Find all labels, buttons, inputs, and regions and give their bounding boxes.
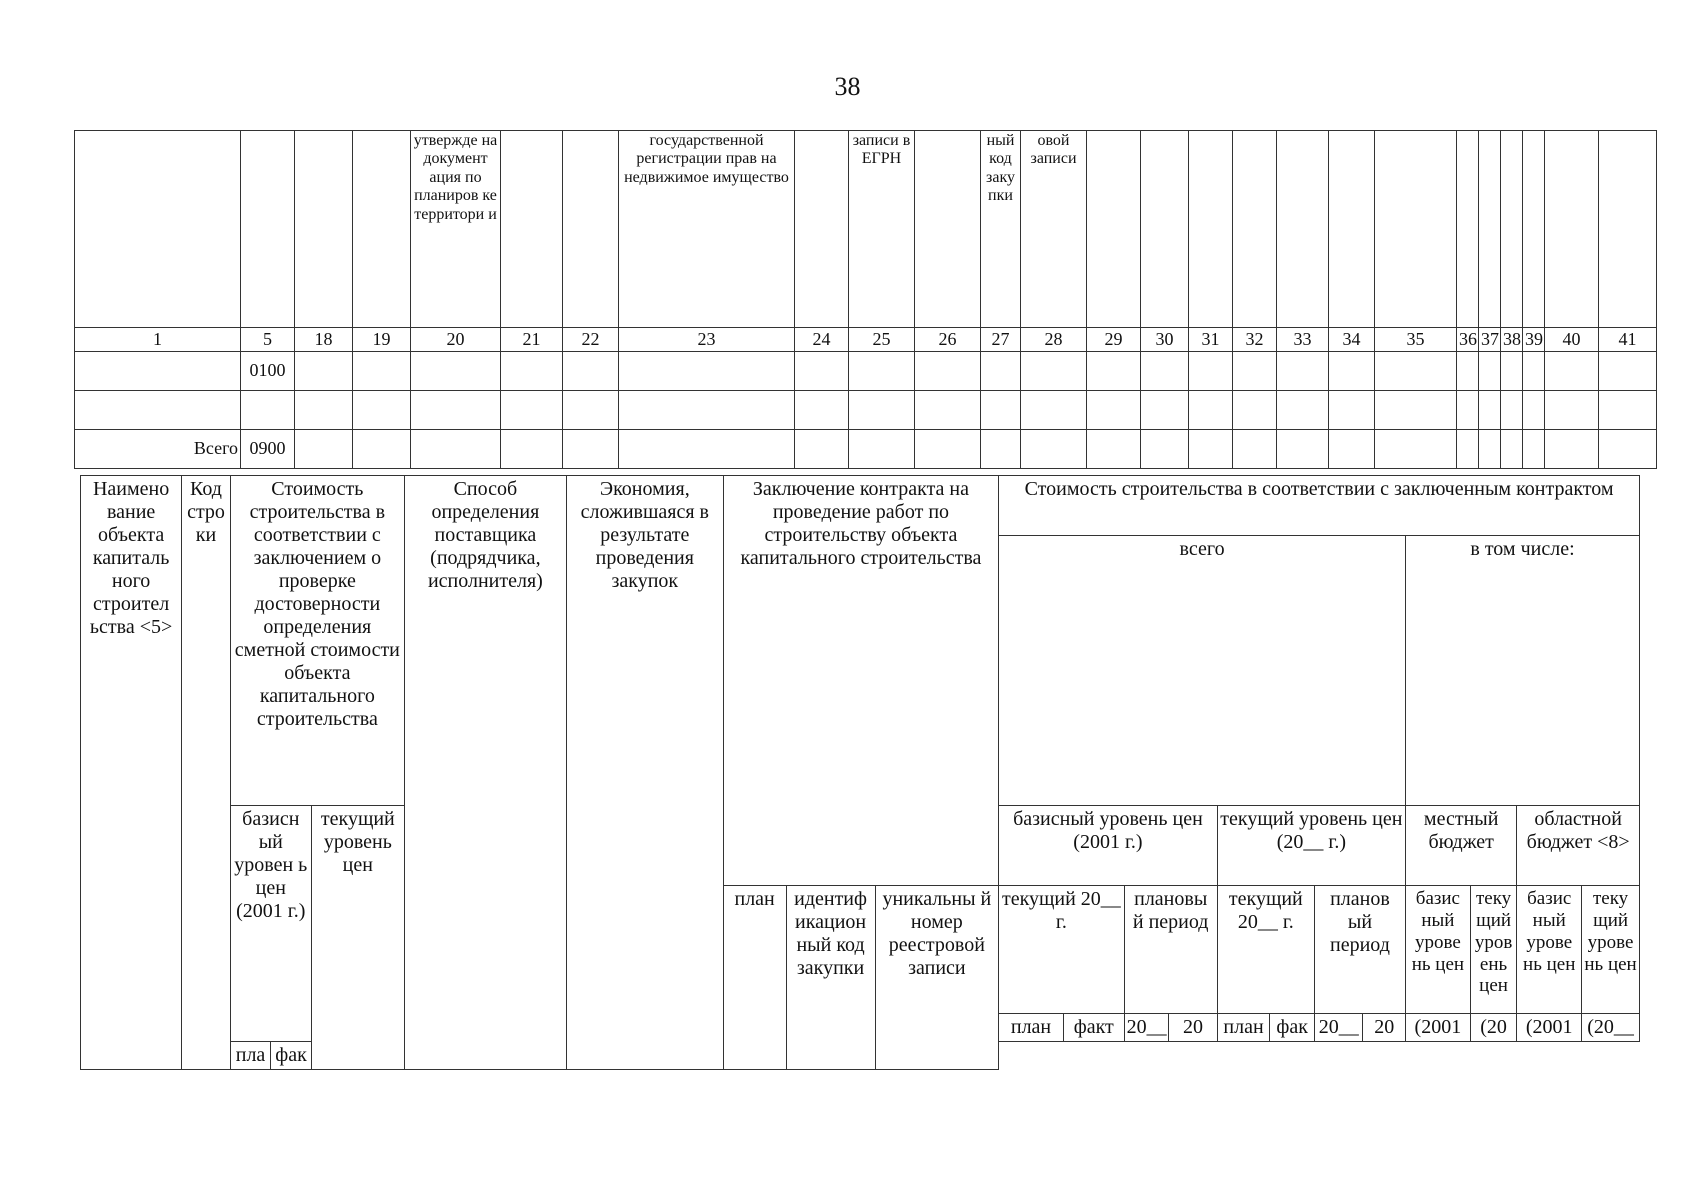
col-contract: Заключение контракта на проведение работ по строительству объекта капитального строительства — [723, 476, 998, 886]
cell — [1277, 351, 1329, 390]
cell — [1087, 351, 1141, 390]
cell — [1599, 351, 1657, 390]
column-number: 21 — [501, 328, 563, 352]
column-number: 38 — [1501, 328, 1523, 352]
cell — [75, 390, 241, 429]
top-header-cell — [563, 131, 619, 328]
sub-fact-2: фак — [1270, 1014, 1315, 1042]
cell — [1189, 390, 1233, 429]
column-number: 20 — [411, 328, 501, 352]
page-number: 38 — [834, 72, 861, 101]
col-contract-cost: Стоимость строительства в соответствии с заключенным контрактом — [999, 476, 1640, 536]
col-economy: Экономия, сложившаяся в результате проведения закупок — [566, 476, 723, 1070]
cell — [1501, 351, 1523, 390]
sub-cost-fact: фак — [271, 1042, 311, 1070]
row-code: 0100 — [241, 351, 295, 390]
cell — [795, 390, 849, 429]
cell — [1233, 351, 1277, 390]
sub-plan: план — [999, 1014, 1064, 1042]
cell — [1087, 429, 1141, 468]
cell — [1501, 429, 1523, 468]
col-object-name: Наимено вание объекта капиталь ного строител ьства <5> — [81, 476, 182, 1070]
cell — [1329, 390, 1375, 429]
cell — [849, 390, 915, 429]
sub-regional-current: (20__ — [1582, 1014, 1640, 1042]
sub-cost-plan: пла — [230, 1042, 270, 1070]
total-row — [75, 429, 1657, 468]
col-local-budget: местный бюджет — [1406, 806, 1517, 886]
cell — [619, 351, 795, 390]
col-regional-current: теку щий урове нь цен — [1582, 886, 1640, 1014]
sub-year-a: 20__ — [1124, 1014, 1169, 1042]
top-header-cell — [1141, 131, 1189, 328]
col-regional-budget: областной бюджет <8> — [1517, 806, 1640, 886]
cell — [981, 390, 1021, 429]
cell — [1021, 390, 1087, 429]
col-current-level: текущий уровень цен (20__ г.) — [1217, 806, 1405, 886]
spacer-cell — [999, 1042, 1640, 1070]
col-contract-id: идентиф икацион ный код закупки — [786, 886, 875, 1070]
column-number: 33 — [1277, 328, 1329, 352]
top-header-c23: государственной регистрации прав на недвижимое имущество — [619, 131, 795, 328]
col-cost-base: базисн ый уровен ь цен (2001 г.) — [230, 806, 311, 1042]
top-header-cell — [1277, 131, 1329, 328]
cell — [1479, 390, 1501, 429]
cell — [1523, 351, 1545, 390]
sub-year-d: 20 — [1363, 1014, 1406, 1042]
cell — [1189, 351, 1233, 390]
top-header-cell — [1479, 131, 1501, 328]
cell — [501, 351, 563, 390]
cell — [1189, 429, 1233, 468]
col-plan-period-2: планов ый период — [1314, 886, 1405, 1014]
top-header-cell — [1523, 131, 1545, 328]
top-header-cell — [295, 131, 353, 328]
cell — [353, 429, 411, 468]
cell — [563, 429, 619, 468]
cell — [1329, 429, 1375, 468]
top-header-cell — [241, 131, 295, 328]
col-local-base: базис ный урове нь цен — [1406, 886, 1471, 1014]
top-header-cell — [501, 131, 563, 328]
cell — [619, 429, 795, 468]
top-table — [74, 130, 1657, 469]
cell — [1545, 429, 1599, 468]
cell — [501, 429, 563, 468]
top-header-cell — [1501, 131, 1523, 328]
top-header-c20: утвержде на документ ация по планиров ке территори и — [411, 131, 501, 328]
column-number: 22 — [563, 328, 619, 352]
col-cost-check: Стоимость строительства в соответствии с заключением о проверке достоверности определения сметной стоимости объекта капитального строительства — [230, 476, 404, 806]
top-header-cell — [915, 131, 981, 328]
column-number: 26 — [915, 328, 981, 352]
column-number: 34 — [1329, 328, 1375, 352]
cell — [795, 429, 849, 468]
cell — [915, 390, 981, 429]
total-code: 0900 — [241, 429, 295, 468]
cell — [1457, 429, 1479, 468]
col-total: всего — [999, 536, 1406, 806]
cell — [1233, 429, 1277, 468]
column-number: 25 — [849, 328, 915, 352]
column-number-row — [75, 328, 1657, 352]
bottom-table — [80, 475, 1640, 1070]
cell — [915, 351, 981, 390]
sub-local-current: (20 — [1470, 1014, 1517, 1042]
sub-plan-2: план — [1217, 1014, 1270, 1042]
cell — [1501, 390, 1523, 429]
column-number: 32 — [1233, 328, 1277, 352]
column-number: 40 — [1545, 328, 1599, 352]
cell — [1523, 390, 1545, 429]
col-supplier-method: Способ определения поставщика (подрядчика, исполнителя) — [404, 476, 566, 1070]
cell — [915, 429, 981, 468]
cell — [849, 351, 915, 390]
column-number: 1 — [75, 328, 241, 352]
cell — [241, 390, 295, 429]
sub-year-c: 20__ — [1314, 1014, 1363, 1042]
column-number: 23 — [619, 328, 795, 352]
cell — [295, 390, 353, 429]
top-header-c27: ный код заку пки — [981, 131, 1021, 328]
cell — [1329, 351, 1375, 390]
cell — [1021, 351, 1087, 390]
cell — [1479, 351, 1501, 390]
cell — [981, 429, 1021, 468]
cell — [563, 351, 619, 390]
sub-year-b: 20 — [1169, 1014, 1218, 1042]
cell — [1375, 429, 1457, 468]
data-row-0100 — [75, 351, 1657, 390]
col-current-year-2: текущий 20__ г. — [1217, 886, 1314, 1014]
column-number: 24 — [795, 328, 849, 352]
total-label: Всего — [75, 429, 241, 468]
cell — [295, 351, 353, 390]
cell — [501, 390, 563, 429]
cell — [1277, 429, 1329, 468]
cell — [1141, 390, 1189, 429]
top-header-cell — [1087, 131, 1141, 328]
col-local-current: теку щий уров ень цен — [1470, 886, 1517, 1014]
column-number: 36 — [1457, 328, 1479, 352]
column-number: 19 — [353, 328, 411, 352]
col-row-code: Код стро ки — [182, 476, 231, 1070]
top-header-c28: овой записи — [1021, 131, 1087, 328]
cell — [1021, 429, 1087, 468]
top-header-cell — [1189, 131, 1233, 328]
col-base-level: базисный уровень цен (2001 г.) — [999, 806, 1218, 886]
cell — [1141, 351, 1189, 390]
top-header-cell — [1233, 131, 1277, 328]
col-regional-base: базис ный урове нь цен — [1517, 886, 1582, 1014]
cell — [1141, 429, 1189, 468]
top-header-cell — [1329, 131, 1375, 328]
top-header-row — [75, 131, 1657, 328]
col-contract-unique: уникальны й номер реестровой записи — [875, 886, 999, 1070]
cell — [563, 390, 619, 429]
cell — [411, 429, 501, 468]
cell — [1599, 390, 1657, 429]
column-number: 35 — [1375, 328, 1457, 352]
cell — [1375, 351, 1457, 390]
cell — [1233, 390, 1277, 429]
column-number: 31 — [1189, 328, 1233, 352]
col-including: в том числе: — [1406, 536, 1640, 806]
top-header-cell — [353, 131, 411, 328]
cell — [1523, 429, 1545, 468]
column-number: 29 — [1087, 328, 1141, 352]
cell — [619, 390, 795, 429]
top-header-cell — [1457, 131, 1479, 328]
column-number: 28 — [1021, 328, 1087, 352]
top-header-cell — [1545, 131, 1599, 328]
cell — [1457, 351, 1479, 390]
cell — [411, 390, 501, 429]
sub-regional-base: (2001 — [1517, 1014, 1582, 1042]
cell — [1277, 390, 1329, 429]
top-header-cell — [1375, 131, 1457, 328]
cell — [1375, 390, 1457, 429]
cell — [1599, 429, 1657, 468]
top-header-cell — [75, 131, 241, 328]
cell — [353, 351, 411, 390]
column-number: 30 — [1141, 328, 1189, 352]
cell — [1545, 390, 1599, 429]
cell — [795, 351, 849, 390]
sub-fact: факт — [1063, 1014, 1124, 1042]
column-number: 27 — [981, 328, 1021, 352]
col-cost-current: текущий уровень цен — [311, 806, 404, 1070]
cell — [353, 390, 411, 429]
cell — [981, 351, 1021, 390]
sub-local-base: (2001 — [1406, 1014, 1471, 1042]
column-number: 18 — [295, 328, 353, 352]
top-header-cell — [1599, 131, 1657, 328]
data-row-empty — [75, 390, 1657, 429]
cell — [295, 429, 353, 468]
col-current-year: текущий 20__ г. — [999, 886, 1125, 1014]
cell — [1545, 351, 1599, 390]
top-header-cell — [795, 131, 849, 328]
col-contract-plan: план — [723, 886, 786, 1070]
column-number: 41 — [1599, 328, 1657, 352]
column-number: 39 — [1523, 328, 1545, 352]
cell — [1087, 390, 1141, 429]
cell — [1479, 429, 1501, 468]
cell — [75, 351, 241, 390]
col-plan-period: плановы й период — [1124, 886, 1217, 1014]
top-header-c25: записи в ЕГРН — [849, 131, 915, 328]
cell — [849, 429, 915, 468]
column-number: 5 — [241, 328, 295, 352]
cell — [411, 351, 501, 390]
cell — [1457, 390, 1479, 429]
column-number: 37 — [1479, 328, 1501, 352]
